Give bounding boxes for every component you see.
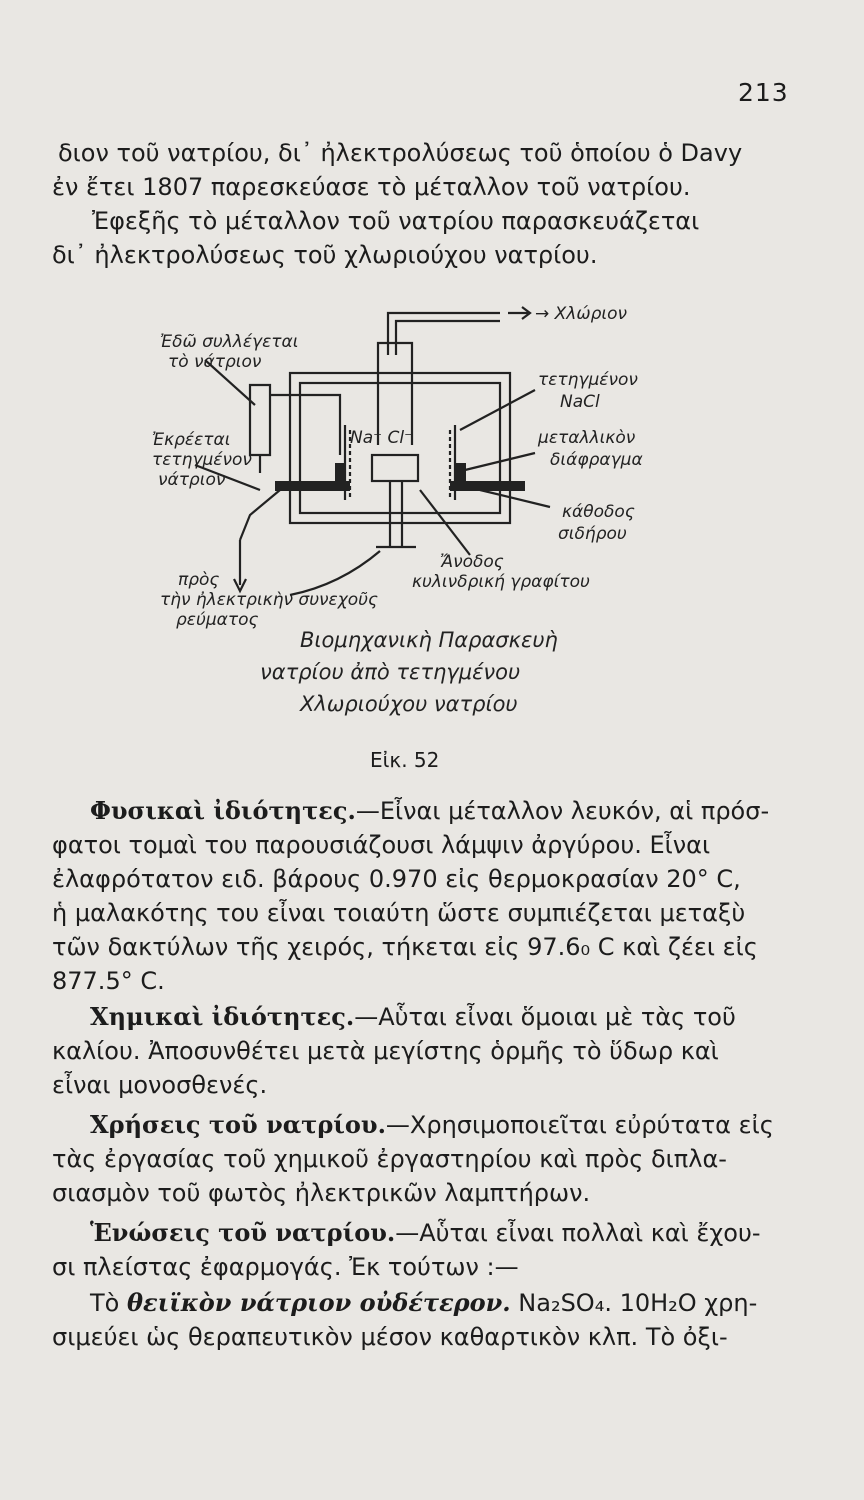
text-line: 877.5° C. bbox=[52, 967, 165, 995]
text-line: σι πλείστας ἐφαρμογάς. Ἐκ τούτων :— bbox=[52, 1253, 519, 1281]
graphite-anode bbox=[372, 455, 418, 481]
current-lead bbox=[290, 551, 380, 595]
paragraph-physical: Φυσικαὶ ἰδιότητες.—Εἶναι μέταλλον λευκόν, αἱ πρόσ- bbox=[90, 796, 770, 825]
heading: Χημικαὶ ἰδιότητες. bbox=[90, 1002, 355, 1031]
label-collected: τὸ νάτριον bbox=[168, 352, 262, 372]
electrolysis-diagram bbox=[140, 285, 660, 725]
text-line: καλίου. Ἀποσυνθέτει μετὰ μεγίστης ὁρμῆς τὸ ὕδωρ καὶ bbox=[52, 1037, 719, 1065]
heading: Φυσικαὶ ἰδιότητες. bbox=[90, 796, 356, 825]
text-line: φατοι τομαὶ του παρουσιάζουσι λάμψιν ἀργύρου. Εἶναι bbox=[52, 831, 711, 859]
label-chlorine: → Χλώριον bbox=[535, 304, 628, 324]
chlorine-pipe bbox=[388, 313, 500, 355]
label-flows: νάτριον bbox=[158, 470, 226, 490]
heading: Ἑνώσεις τοῦ νατρίου. bbox=[90, 1218, 396, 1247]
figure-title: Χλωριούχου νατρίου bbox=[300, 692, 518, 716]
paragraph-uses: Χρήσεις τοῦ νατρίου.—Χρησιμοποιεῖται εὐρύτατα εἰς bbox=[90, 1110, 774, 1139]
text-line: ἐλαφρότατον ειδ. βάρους 0.970 εἰς θερμοκρασίαν 20° C, bbox=[52, 865, 741, 893]
label-flows: τετηγμένον bbox=[152, 450, 252, 470]
figure-title: νατρίου ἀπὸ τετηγμένου bbox=[260, 660, 521, 684]
heading: Χρήσεις τοῦ νατρίου. bbox=[90, 1110, 386, 1139]
paragraph-chemical: Χημικαὶ ἰδιότητες.—Αὗται εἶναι ὅμοιαι μὲ τὰς τοῦ bbox=[90, 1002, 736, 1031]
paragraph-compounds: Ἑνώσεις τοῦ νατρίου.—Αὗται εἶναι πολλαὶ καὶ ἔχου- bbox=[90, 1218, 761, 1247]
compound-name: θειϊκὸν νάτριον οὐδέτερον. bbox=[126, 1288, 511, 1317]
text-line: ἡ μαλακότης του εἶναι τοιαύτη ὥστε συμπιέζεται μεταξὺ bbox=[52, 899, 746, 927]
label-anode: Ἄνοδος bbox=[440, 552, 504, 572]
text-line: διον τοῦ νατρίου, δι᾽ ἠλεκτρολύσεως τοῦ ὁποίου ὁ Davy bbox=[58, 139, 743, 167]
paragraph-sulfate: Τὸ θειϊκὸν νάτριον οὐδέτερον. Na₂SO₄. 10H₂O χρη- bbox=[90, 1288, 758, 1317]
label-current: πρὸς bbox=[178, 570, 220, 590]
label-molten-nacl: NaCl bbox=[560, 392, 600, 412]
sodium-drain bbox=[240, 490, 280, 540]
label-molten-nacl: τετηγμένον bbox=[538, 370, 638, 390]
text-line: σιμεύει ὡς θεραπευτικὸν μέσον καθαρτικὸν κλπ. Τὸ ὀξι- bbox=[52, 1323, 728, 1351]
text-line: ἐν ἔτει 1807 παρεσκεύασε τὸ μέταλλον τοῦ νατρίου. bbox=[52, 173, 691, 201]
label-diaphragm: μεταλλικὸν bbox=[538, 428, 636, 448]
label-cathode: κάθοδος bbox=[562, 502, 635, 522]
label-cathode: σιδήρου bbox=[558, 524, 627, 544]
label-ions: Na⁺ Cl⁻ bbox=[350, 428, 414, 448]
label-current: ρεύματος bbox=[176, 610, 259, 630]
text-line: τὰς ἐργασίας τοῦ χημικοῦ ἐργαστηρίου καὶ πρὸς διπλα- bbox=[52, 1145, 727, 1173]
text-line: τῶν δακτύλων τῆς χειρός, τήκεται εἰς 97.6₀ C καὶ ζέει εἰς bbox=[52, 933, 758, 961]
label-collected: Ἐδῶ συλλέγεται bbox=[160, 332, 299, 352]
text-line: δι᾽ ἠλεκτρολύσεως τοῦ χλωριούχου νατρίου. bbox=[52, 241, 598, 269]
label-anode: κυλινδρική γραφίτου bbox=[412, 572, 590, 592]
text-line: σιασμὸν τοῦ φωτὸς ἠλεκτρικῶν λαμπτήρων. bbox=[52, 1179, 591, 1207]
figure-caption: Εἰκ. 52 bbox=[370, 748, 440, 772]
label-flows: Ἐκρέεται bbox=[152, 430, 231, 450]
text-line: Ἐφεξῆς τὸ μέταλλον τοῦ νατρίου παρασκευάζεται bbox=[92, 207, 700, 235]
sodium-collector bbox=[250, 385, 270, 455]
page-number: 213 bbox=[738, 78, 789, 107]
label-diaphragm: διάφραγμα bbox=[550, 450, 643, 470]
label-current: τὴν ἠλεκτρικὴν συνεχοῦς bbox=[160, 590, 378, 610]
figure-title: Βιομηχανικὴ Παρασκευὴ bbox=[300, 628, 558, 652]
text-line: εἶναι μονοσθενές. bbox=[52, 1071, 268, 1099]
